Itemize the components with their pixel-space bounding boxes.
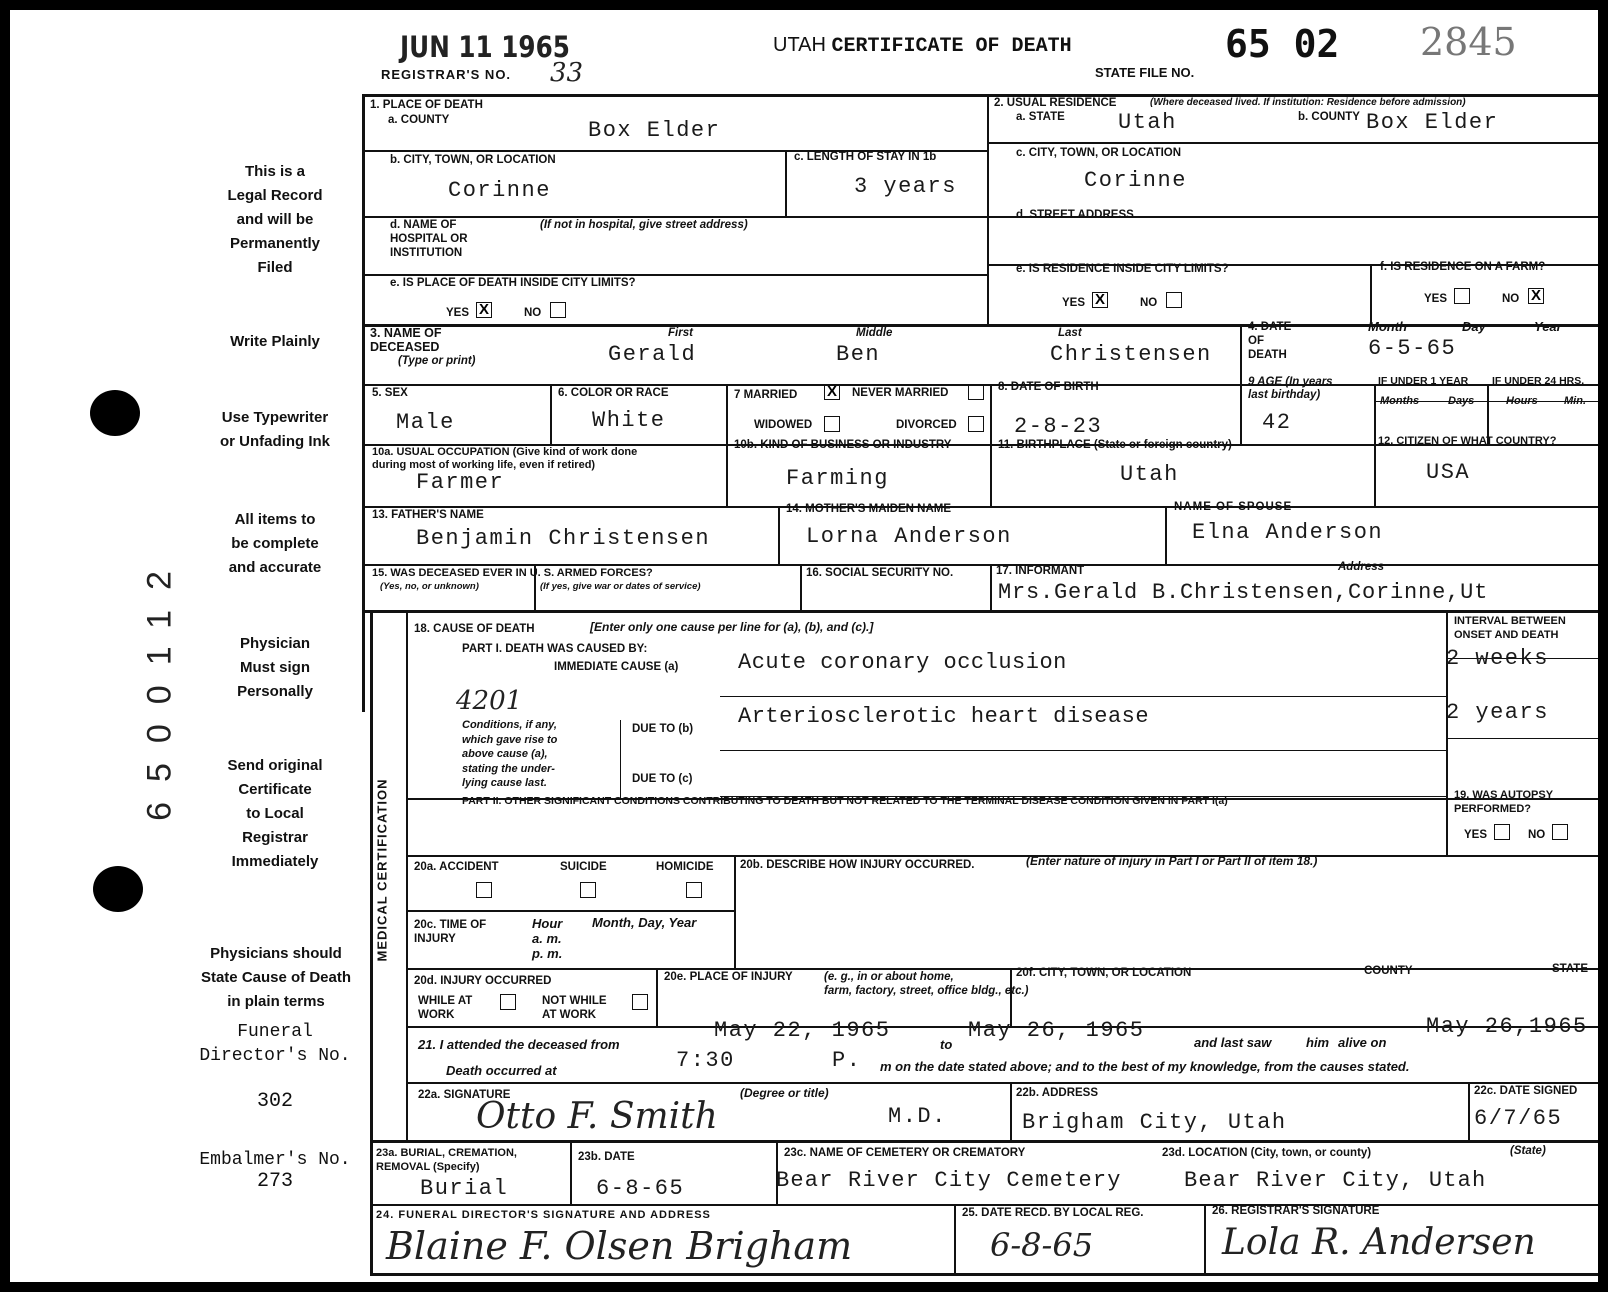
race-value: White [592,408,666,433]
interval-label: INTERVAL BETWEEN ONSET AND DEATH [1454,615,1566,641]
while-at-work-label: WHILE AT WORK [418,995,473,1021]
place-of-injury-label: 20e. PLACE OF INJURY [664,971,793,983]
first-name: Gerald [608,342,697,367]
res-inside-no-checkbox[interactable] [1166,292,1182,308]
pod-county-label: a. COUNTY [388,114,450,126]
widowed-checkbox[interactable] [824,416,840,432]
part1-label: PART I. DEATH WAS CAUSED BY: [462,643,648,655]
citizen-value: USA [1426,460,1471,485]
city-of-injury-label: 20f. CITY, TOWN, OR LOCATION [1016,967,1192,979]
to-label: to [940,1037,953,1052]
registrar-no-label: REGISTRAR'S NO. [381,67,512,82]
date-received-label: 25. DATE RECD. BY LOCAL REG. [962,1207,1144,1219]
registrar-no: 33 [550,58,584,88]
day-label: Day [1462,319,1486,334]
res-city: Corinne [1084,168,1187,193]
autopsy-no-checkbox[interactable] [1552,824,1568,840]
res-street-label: d. STREET ADDRESS [1016,209,1134,221]
ssn-label: 16. SOCIAL SECURITY NO. [806,567,954,579]
punch-hole-top [90,390,140,436]
under-24-hrs-label: IF UNDER 24 HRS. [1492,375,1585,387]
business-label: 10b. KIND OF BUSINESS OR INDUSTRY [734,439,952,451]
cause-note: [Enter only one cause per line for (a), (b), and (c).] [590,620,874,634]
location-label: 23d. LOCATION (City, town, or county) [1162,1147,1372,1159]
physicians-cause-note: Physicians should State Cause of Death in plain terms [200,945,352,1010]
due-to-b-label: DUE TO (b) [632,723,694,735]
birthplace-label: 11. BIRTHPLACE (State or foreign country) [998,439,1232,451]
pod-yes-checkbox[interactable]: X [476,302,492,318]
hospital-label: d. NAME OF HOSPITAL OR INSTITUTION [390,219,468,259]
suicide-checkbox[interactable] [580,882,596,898]
date-received: 6-8-65 [990,1226,1094,1264]
hours-label: Hours [1506,395,1538,407]
first-label: First [668,327,693,339]
pod-city: Corinne [448,178,551,203]
hospital-note: (If not in hospital, give street address) [540,219,748,231]
interval-b: 2 years [1446,700,1549,725]
attended-to: May 26, 1965 [968,1018,1145,1043]
res-state: Utah [1118,110,1177,135]
age-label: 9 AGE (In years last birthday) [1248,376,1333,401]
occupation-label: 10a. USUAL OCCUPATION (Give kind of work done during most of working life, even if retired) [372,446,638,471]
immediate-cause-label: IMMEDIATE CAUSE (a) [554,661,679,673]
place-of-injury-note: (e. g., in or about home, farm, factory, street, office bldg., etc.) [824,971,1029,997]
death-certificate [10,10,1598,1282]
death-time-pm: P. [832,1048,862,1073]
burial-date: 6-8-65 [596,1176,685,1201]
him-label: him [1306,1035,1330,1050]
divorced-label: DIVORCED [896,419,957,431]
serial-number: 2845 [1420,20,1517,64]
complete-note: All items to be complete and accurate [228,511,322,576]
homicide-label: HOMICIDE [656,861,714,873]
title-prefix: UTAH [773,34,826,56]
age-value: 42 [1262,410,1292,435]
burial-location: Bear River City, Utah [1184,1168,1487,1193]
dod-label: 4. DATE OF DEATH [1248,321,1292,361]
months-label: Months [1380,395,1420,407]
never-married-checkbox[interactable] [968,384,984,400]
injury-occurred-label: 20d. INJURY OCCURRED [414,975,552,987]
physician-address-label: 22b. ADDRESS [1016,1087,1099,1099]
title [773,34,1072,58]
father-label: 13. FATHER'S NAME [372,509,484,521]
injury-how-label: 20b. DESCRIBE HOW INJURY OCCURRED. [740,859,975,871]
sex-label: 5. SEX [372,387,408,399]
res-state-label: a. STATE [1016,111,1065,123]
pod-yes-label: YES [446,307,470,319]
autopsy-no-label: NO [1528,829,1546,841]
cause-b: Arteriosclerotic heart disease [738,704,1150,729]
stay-label: c. LENGTH OF STAY IN 1b [794,151,937,163]
send-original-note: Send original Certificate to Local Registrar Immediately [227,757,323,870]
married-label: 7 MARRIED [734,389,798,401]
burial-date-label: 23b. DATE [578,1151,635,1163]
physician-address: Brigham City, Utah [1022,1110,1287,1135]
farm-yes-label: YES [1424,293,1448,305]
autopsy-label: 19. WAS AUTOPSY PERFORMED? [1454,789,1554,815]
time-of-injury-label: 20c. TIME OF INJURY [414,919,487,945]
pod-no-label: NO [524,307,542,319]
pod-no-checkbox[interactable] [550,302,566,318]
accident-checkbox[interactable] [476,882,492,898]
alive-on-label: alive on [1338,1035,1387,1050]
pod-inside-limits-label: e. IS PLACE OF DEATH INSIDE CITY LIMITS? [390,277,636,289]
physician-signature: Otto F. Smith [476,1096,718,1137]
month-label: Month [1368,319,1407,334]
last-label: Last [1058,327,1082,339]
embalmer-no: 273 [256,1170,293,1193]
pod-county: Box Elder [588,118,721,143]
write-plainly-note: Write Plainly [230,333,320,350]
state-file-no-label: STATE FILE NO. [1095,65,1195,80]
type-note: (Type or print) [398,355,476,367]
month-day-year-label: Month, Day, Year [592,915,697,930]
res-no-label: NO [1140,297,1158,309]
death-occurred-label: Death occurred at [446,1063,557,1078]
interval-a: 2 weeks [1446,646,1549,671]
autopsy-yes-label: YES [1464,829,1488,841]
last-name: Christensen [1050,342,1212,367]
armed-note-2: (If yes, give war or dates of service) [540,581,701,592]
min-label: Min. [1564,395,1586,407]
hour-label: Hour a. m. p. m. [532,916,563,961]
embalmer-label: Embalmer's No. [199,1150,351,1170]
date-of-death: 6-5-65 [1368,336,1457,361]
middle-label: Middle [856,327,893,339]
res-yes-label: YES [1062,297,1086,309]
part2-label: PART II. OTHER SIGNIFICANT CONDITIONS CONTRIBUTING TO DEATH BUT NOT RELATED TO THE TERMINAL DISEASE CONDITION GIVEN IN PART I(a) [462,795,1228,807]
date-signed: 6/7/65 [1474,1106,1563,1131]
funeral-director-no: 302 [256,1090,293,1113]
attended-label: 21. I attended the deceased from [418,1037,620,1052]
res-inside-yes-checkbox[interactable]: X [1092,292,1108,308]
burial-label: 23a. BURIAL, CREMATION, REMOVAL (Specify) [376,1147,517,1173]
funeral-director-signature-label: 24. FUNERAL DIRECTOR'S SIGNATURE AND ADDRESS [376,1209,711,1221]
farm-yes-checkbox[interactable] [1454,288,1470,304]
cemetery-name: Bear River City Cemetery [776,1168,1122,1193]
degree-value: M.D. [888,1104,947,1129]
citizen-label: 12. CITIZEN OF WHAT COUNTRY? [1378,435,1557,447]
race-label: 6. COLOR OR RACE [558,387,669,399]
informant-label: 17. INFORMANT [996,565,1085,577]
last-saw-label: and last saw [1194,1035,1272,1050]
statement-text: m on the date stated above; and to the best of my knowledge, from the causes stated. [880,1059,1410,1074]
death-time: 7:30 [676,1048,735,1073]
divorced-checkbox[interactable] [968,416,984,432]
occupation-value: Farmer [416,470,505,495]
funeral-director-signature: Blaine F. Olsen Brigham [386,1224,853,1268]
accident-label: 20a. ACCIDENT [414,861,499,873]
degree-label: (Degree or title) [740,1086,829,1100]
dob-label: 8. DATE OF BIRTH [998,381,1099,393]
address-label: Address [1338,561,1385,573]
under-1-year-label: IF UNDER 1 YEAR [1378,375,1469,387]
typewriter-note: Use Typewriter or Unfading Ink [220,409,330,450]
informant-value: Mrs.Gerald B.Christensen,Corinne,Ut [998,580,1489,605]
farm-no-checkbox[interactable]: X [1528,288,1544,304]
not-while-at-work-label: NOT WHILE AT WORK [542,995,607,1021]
farm-no-label: NO [1502,293,1520,305]
res-county: Box Elder [1366,110,1499,135]
due-to-c-label: DUE TO (c) [632,773,693,785]
last-saw-date: May 26,1965 [1426,1014,1588,1039]
vertical-serial-number: 6500112 [140,551,179,821]
injury-how-note: (Enter nature of injury in Part I or Part II of item 18.) [1026,854,1318,868]
birthplace-value: Utah [1120,462,1179,487]
mother-label: 14. MOTHER'S MAIDEN NAME [786,503,952,515]
attended-from: May 22, 1965 [714,1018,891,1043]
never-married-label: NEVER MARRIED [852,387,949,399]
days-label: Days [1448,395,1475,407]
title-main: CERTIFICATE OF DEATH [831,35,1072,58]
middle-name: Ben [836,342,881,367]
state-note: (State) [1510,1145,1546,1157]
res-city-label: c. CITY, TOWN, OR LOCATION [1016,147,1182,159]
state-file-no: 65 02 [1225,22,1340,66]
conditions-note: Conditions, if any, which gave rise to above cause (a), stating the under- lying cause last. [462,719,558,789]
residence-note: (Where deceased lived. If institution: Residence before admission) [1150,97,1466,108]
business-value: Farming [786,466,889,491]
stamp-date: JUN 11 1965 [400,30,570,64]
while-at-work-checkbox[interactable] [500,994,516,1010]
medical-certification-label: MEDICAL CERTIFICATION [374,778,390,962]
cause-of-death-label: 18. CAUSE OF DEATH [414,623,535,635]
deceased-name-label: 3. NAME OF DECEASED [370,326,442,354]
legal-record-note: This is a Legal Record and will be Permanently Filed [227,163,323,276]
date-signed-label: 22c. DATE SIGNED [1474,1085,1578,1097]
armed-forces-label: 15. WAS DECEASED EVER IN U. S. ARMED FORCES? [372,567,653,579]
spouse-name: Elna Anderson [1192,520,1384,545]
father-name: Benjamin Christensen [416,526,711,551]
res-inside-limits-label: e. IS RESIDENCE INSIDE CITY LIMITS? [1016,263,1229,275]
residence-label: 2. USUAL RESIDENCE [994,97,1117,109]
stay-value: 3 years [854,174,957,199]
physician-sign-note: Physician Must sign Personally [237,635,313,700]
homicide-checkbox[interactable] [686,882,702,898]
pod-city-label: b. CITY, TOWN, OR LOCATION [390,154,556,166]
armed-note-1: (Yes, no, or unknown) [380,581,479,592]
funeral-director-label: Funeral Director's No. [199,1022,351,1066]
suicide-label: SUICIDE [560,861,607,873]
diagnosis-code: 4201 [456,686,523,716]
burial-value: Burial [420,1176,509,1201]
signature-label: 22a. SIGNATURE [418,1089,511,1101]
autopsy-yes-checkbox[interactable] [1494,824,1510,840]
punch-hole-bottom [93,866,143,912]
not-while-at-work-checkbox[interactable] [632,994,648,1010]
registrar-signature: Lola R. Andersen [1222,1222,1536,1263]
married-checkbox[interactable]: X [824,384,840,400]
injury-state-label: STATE [1552,963,1588,975]
cemetery-label: 23c. NAME OF CEMETERY OR CREMATORY [784,1147,1026,1159]
injury-county-label: COUNTY [1364,965,1413,977]
res-county-label: b. COUNTY [1298,111,1360,123]
year-label: Year [1534,319,1562,334]
place-of-death-label: 1. PLACE OF DEATH [370,99,483,111]
widowed-label: WIDOWED [754,419,813,431]
date-of-birth: 2-8-23 [1014,414,1103,439]
spouse-label: NAME OF SPOUSE [1174,501,1293,513]
mother-name: Lorna Anderson [806,524,1012,549]
farm-label: f. IS RESIDENCE ON A FARM? [1380,261,1546,273]
registrar-signature-label: 26. REGISTRAR'S SIGNATURE [1212,1205,1380,1217]
sex-value: Male [396,410,455,435]
cause-a: Acute coronary occlusion [738,650,1067,675]
